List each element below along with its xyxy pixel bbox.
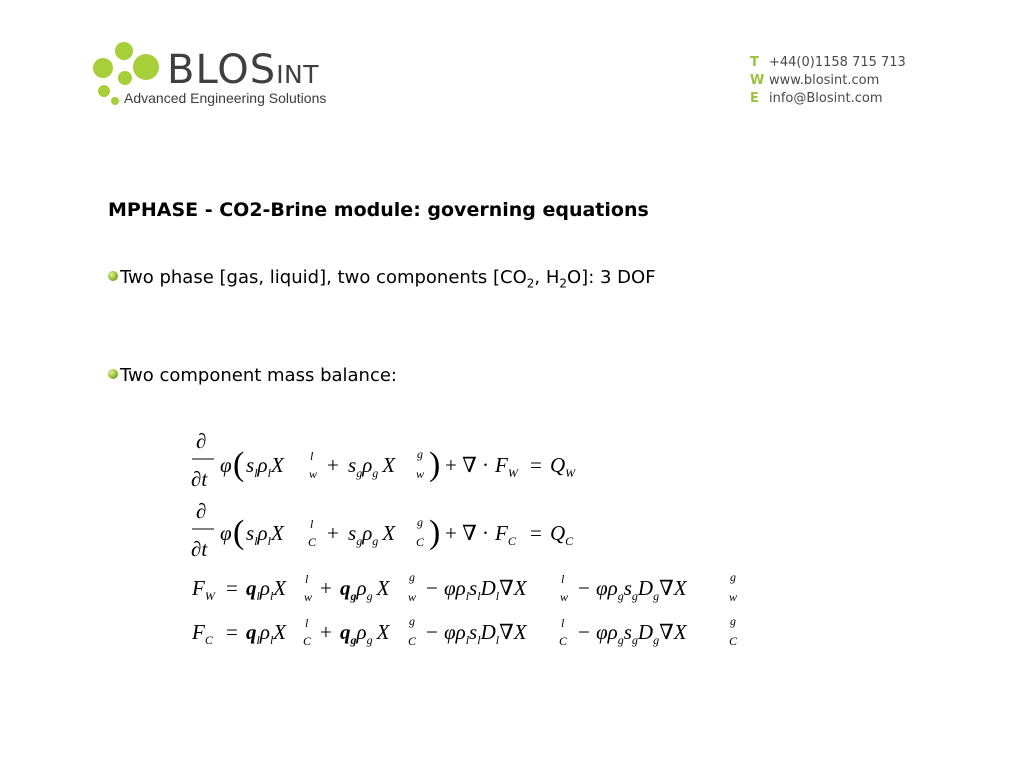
bullet-text: Two component mass balance:	[120, 365, 397, 386]
svg-text:=: =	[226, 576, 238, 600]
svg-text:∂: ∂	[196, 499, 207, 523]
contact-web-value[interactable]: www.blosint.com	[769, 73, 880, 88]
contact-email-key: E	[750, 91, 759, 106]
bullet-text-pre: Two phase [gas, liquid], two components [CO	[120, 267, 527, 288]
svg-text:−: −	[578, 620, 590, 644]
svg-text:=: =	[530, 453, 542, 477]
svg-text:−: −	[426, 576, 438, 600]
svg-text:sgρgX: $s_g\rho_g$ X	[348, 521, 396, 548]
svg-text:φρgsgDg∇X: $\varphi\rho_gs_gD_g\nabla X$	[596, 620, 687, 647]
svg-text:w: w	[560, 590, 569, 604]
svg-text:C: C	[308, 535, 317, 549]
svg-text:w: w	[416, 467, 425, 481]
svg-text:w: w	[304, 590, 313, 604]
svg-text:C: C	[416, 535, 425, 549]
svg-text:FW: $F_W$	[192, 576, 215, 603]
svg-text:∂t: ∂t	[191, 467, 208, 491]
svg-text:l: l	[310, 517, 314, 531]
logo-dot	[98, 85, 110, 97]
svg-text:+ ∇ ·: + ∇ ·	[445, 521, 489, 545]
equation-water-balance	[191, 429, 576, 491]
svg-text:FC: $F_C$	[495, 521, 516, 548]
svg-text:φ: φ	[220, 521, 232, 545]
bullet-item-mass-balance	[108, 364, 397, 388]
equation-co2-balance	[191, 499, 574, 561]
svg-text:qgρgX: $q_g\rho_g$ X	[340, 620, 390, 647]
svg-text:l: l	[305, 616, 309, 630]
svg-text:qgρgX: $q_g\rho_g$ X	[340, 576, 390, 603]
contact-phone-value: +44(0)1158 715 713	[769, 55, 906, 70]
svg-text:FW: $F_W$	[495, 453, 518, 480]
svg-text:w: w	[408, 590, 417, 604]
contact-web	[750, 72, 906, 90]
logo-dot	[118, 71, 132, 85]
logo-dot	[93, 58, 113, 78]
company-logo	[88, 40, 358, 110]
svg-text:+: +	[327, 453, 339, 477]
svg-text:C: C	[303, 634, 312, 648]
svg-text:QC: $Q_C$	[550, 521, 574, 548]
svg-text:l: l	[310, 449, 314, 463]
svg-text:φ: φ	[220, 453, 232, 477]
svg-text:w: w	[729, 590, 738, 604]
svg-text:g: g	[417, 515, 423, 529]
bullet-subscript: 2	[559, 276, 568, 291]
bullet-text-post: O]: 3 DOF	[567, 267, 656, 288]
svg-text:(: (	[233, 514, 245, 551]
bullet-icon	[108, 271, 118, 281]
contact-email	[750, 90, 906, 108]
equation-water-flux	[191, 570, 737, 604]
equations-image	[186, 428, 786, 658]
contact-phone-key: T	[750, 55, 759, 70]
svg-text:g: g	[730, 570, 736, 584]
svg-text:l: l	[305, 572, 309, 586]
bullet-icon	[108, 369, 118, 379]
svg-text:): )	[429, 446, 441, 483]
svg-text:φρlslDl∇X: $\varphi\rho_ls_lD_l\nabla X$	[444, 576, 527, 603]
bullet-subscript: 2	[526, 276, 535, 291]
logo-dot	[133, 54, 159, 80]
logo-tagline: Advanced Engineering Solutions	[124, 90, 327, 106]
svg-text:+ ∇ ·: + ∇ ·	[445, 453, 489, 477]
svg-text:=: =	[530, 521, 542, 545]
contact-web-key: W	[750, 73, 765, 88]
contact-phone	[750, 54, 906, 72]
svg-text:g: g	[417, 447, 423, 461]
logo-name-suffix: INT	[276, 60, 320, 89]
svg-text:l: l	[561, 616, 565, 630]
svg-text:qlρlX: $q_l\rho_lX$	[246, 620, 287, 647]
svg-text:+: +	[320, 620, 332, 644]
svg-text:l: l	[561, 572, 565, 586]
svg-text:+: +	[327, 521, 339, 545]
svg-text:C: C	[559, 634, 568, 648]
slide-title: MPHASE - CO2-Brine module: governing equations	[108, 199, 649, 221]
logo-wordmark	[167, 49, 319, 91]
svg-text:): )	[429, 514, 441, 551]
svg-text:slρlX: $s_l\rho_lX$	[246, 521, 284, 548]
bullet-item-phases	[108, 266, 656, 290]
svg-text:φρgsgDg∇X: $\varphi\rho_gs_gD_g\nabla X$	[596, 576, 687, 603]
svg-text:C: C	[408, 634, 417, 648]
svg-text:g: g	[730, 614, 736, 628]
svg-text:−: −	[578, 576, 590, 600]
contact-block	[750, 54, 906, 108]
svg-text:sgρgX: $s_g\rho_g$ X	[348, 453, 396, 480]
equations-block	[186, 428, 786, 662]
bullet-text-mid: , H	[534, 267, 560, 288]
svg-text:+: +	[320, 576, 332, 600]
svg-text:(: (	[233, 446, 245, 483]
svg-text:qlρlX: $q_l\rho_lX$	[246, 576, 287, 603]
svg-text:φρlslDl∇X: $\varphi\rho_ls_lD_l\nabla X$	[444, 620, 527, 647]
svg-text:FC: $F_C$	[192, 620, 213, 647]
logo-dot	[115, 42, 133, 60]
logo-dot	[111, 97, 119, 105]
svg-text:g: g	[409, 614, 415, 628]
svg-text:=: =	[226, 620, 238, 644]
equation-co2-flux	[191, 614, 738, 648]
logo-name: BLOS	[167, 47, 277, 93]
svg-text:slρlX: $s_l\rho_lX$	[246, 453, 284, 480]
contact-email-value[interactable]: info@Blosint.com	[769, 91, 883, 106]
svg-text:−: −	[426, 620, 438, 644]
svg-text:QW: $Q_W$	[550, 453, 576, 480]
svg-text:∂: ∂	[196, 429, 207, 453]
svg-text:w: w	[309, 467, 318, 481]
svg-text:C: C	[729, 634, 738, 648]
svg-text:g: g	[409, 570, 415, 584]
svg-text:∂t: ∂t	[191, 537, 208, 561]
